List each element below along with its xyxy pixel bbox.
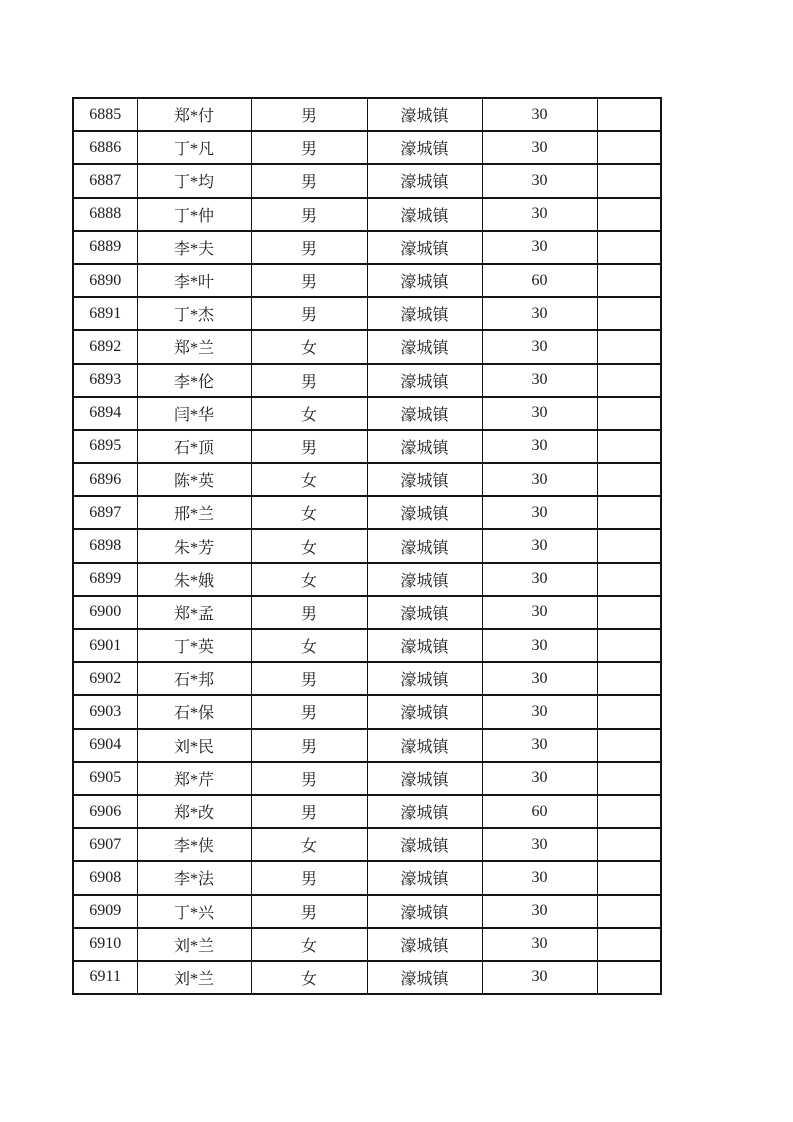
cell-note: [597, 297, 661, 330]
cell-amount: 30: [482, 895, 597, 928]
table-row: [73, 330, 661, 363]
cell-name: 邢*兰: [137, 496, 251, 529]
cell-name: 丁*杰: [137, 297, 251, 330]
cell-gender: 男: [251, 364, 367, 397]
cell-seq: 6889: [73, 231, 137, 264]
cell-name: 郑*芹: [137, 762, 251, 795]
cell-gender: 女: [251, 496, 367, 529]
cell-amount: 30: [482, 198, 597, 231]
cell-note: [597, 762, 661, 795]
table-row: [73, 430, 661, 463]
table-row: [73, 131, 661, 164]
cell-gender: 男: [251, 861, 367, 894]
cell-note: [597, 430, 661, 463]
cell-note: [597, 928, 661, 961]
cell-amount: 30: [482, 297, 597, 330]
table-row: [73, 563, 661, 596]
cell-note: [597, 496, 661, 529]
cell-note: [597, 231, 661, 264]
cell-amount: 30: [482, 729, 597, 762]
cell-amount: 30: [482, 695, 597, 728]
cell-gender: 女: [251, 463, 367, 496]
cell-seq: 6885: [73, 98, 137, 131]
table-row: [73, 629, 661, 662]
cell-town: 濠城镇: [367, 231, 482, 264]
cell-note: [597, 364, 661, 397]
cell-town: 濠城镇: [367, 496, 482, 529]
cell-note: [597, 629, 661, 662]
cell-note: [597, 563, 661, 596]
cell-seq: 6899: [73, 563, 137, 596]
cell-seq: 6886: [73, 131, 137, 164]
cell-name: 闫*华: [137, 397, 251, 430]
cell-gender: 女: [251, 828, 367, 861]
cell-gender: 男: [251, 297, 367, 330]
table-row: [73, 695, 661, 728]
table-row: [73, 895, 661, 928]
cell-note: [597, 131, 661, 164]
cell-amount: 60: [482, 264, 597, 297]
cell-gender: 女: [251, 397, 367, 430]
table-row: [73, 596, 661, 629]
cell-name: 丁*兴: [137, 895, 251, 928]
cell-seq: 6894: [73, 397, 137, 430]
cell-town: 濠城镇: [367, 198, 482, 231]
table-row: [73, 98, 661, 131]
cell-seq: 6903: [73, 695, 137, 728]
cell-seq: 6898: [73, 529, 137, 562]
cell-seq: 6900: [73, 596, 137, 629]
cell-name: 郑*改: [137, 795, 251, 828]
cell-note: [597, 98, 661, 131]
cell-name: 李*夫: [137, 231, 251, 264]
cell-amount: 30: [482, 529, 597, 562]
table-row: [73, 164, 661, 197]
cell-name: 郑*付: [137, 98, 251, 131]
cell-name: 丁*英: [137, 629, 251, 662]
table-row: [73, 297, 661, 330]
cell-gender: 男: [251, 662, 367, 695]
cell-gender: 女: [251, 961, 367, 994]
cell-note: [597, 463, 661, 496]
cell-name: 李*侠: [137, 828, 251, 861]
cell-amount: 60: [482, 795, 597, 828]
cell-town: 濠城镇: [367, 364, 482, 397]
cell-gender: 男: [251, 596, 367, 629]
cell-seq: 6890: [73, 264, 137, 297]
cell-gender: 男: [251, 164, 367, 197]
table-body: [73, 98, 661, 994]
cell-note: [597, 330, 661, 363]
cell-seq: 6907: [73, 828, 137, 861]
beneficiary-table: [72, 97, 662, 995]
cell-amount: 30: [482, 231, 597, 264]
cell-seq: 6895: [73, 430, 137, 463]
cell-name: 郑*兰: [137, 330, 251, 363]
cell-name: 李*法: [137, 861, 251, 894]
cell-name: 石*邦: [137, 662, 251, 695]
cell-note: [597, 961, 661, 994]
cell-town: 濠城镇: [367, 861, 482, 894]
cell-town: 濠城镇: [367, 397, 482, 430]
cell-amount: 30: [482, 364, 597, 397]
cell-gender: 男: [251, 231, 367, 264]
cell-amount: 30: [482, 496, 597, 529]
cell-gender: 男: [251, 98, 367, 131]
cell-amount: 30: [482, 629, 597, 662]
cell-name: 丁*凡: [137, 131, 251, 164]
cell-amount: 30: [482, 131, 597, 164]
cell-note: [597, 662, 661, 695]
table-row: [73, 463, 661, 496]
cell-name: 石*顶: [137, 430, 251, 463]
table-row: [73, 795, 661, 828]
cell-gender: 男: [251, 198, 367, 231]
table-row: [73, 496, 661, 529]
cell-town: 濠城镇: [367, 629, 482, 662]
cell-note: [597, 596, 661, 629]
cell-town: 濠城镇: [367, 563, 482, 596]
cell-town: 濠城镇: [367, 430, 482, 463]
cell-town: 濠城镇: [367, 164, 482, 197]
cell-seq: 6911: [73, 961, 137, 994]
cell-note: [597, 895, 661, 928]
cell-gender: 男: [251, 729, 367, 762]
cell-note: [597, 861, 661, 894]
cell-amount: 30: [482, 662, 597, 695]
cell-seq: 6908: [73, 861, 137, 894]
cell-name: 丁*均: [137, 164, 251, 197]
cell-gender: 男: [251, 430, 367, 463]
cell-town: 濠城镇: [367, 131, 482, 164]
cell-note: [597, 795, 661, 828]
table-row: [73, 364, 661, 397]
cell-name: 郑*孟: [137, 596, 251, 629]
table-row: [73, 828, 661, 861]
cell-gender: 男: [251, 795, 367, 828]
cell-name: 丁*仲: [137, 198, 251, 231]
cell-seq: 6909: [73, 895, 137, 928]
cell-gender: 男: [251, 762, 367, 795]
cell-name: 陈*英: [137, 463, 251, 496]
cell-amount: 30: [482, 98, 597, 131]
cell-amount: 30: [482, 164, 597, 197]
table-row: [73, 762, 661, 795]
cell-town: 濠城镇: [367, 98, 482, 131]
cell-seq: 6906: [73, 795, 137, 828]
cell-seq: 6887: [73, 164, 137, 197]
cell-town: 濠城镇: [367, 529, 482, 562]
cell-seq: 6901: [73, 629, 137, 662]
cell-town: 濠城镇: [367, 264, 482, 297]
cell-note: [597, 397, 661, 430]
cell-amount: 30: [482, 463, 597, 496]
cell-gender: 女: [251, 529, 367, 562]
table-row: [73, 662, 661, 695]
cell-gender: 女: [251, 928, 367, 961]
cell-seq: 6902: [73, 662, 137, 695]
cell-gender: 女: [251, 330, 367, 363]
cell-town: 濠城镇: [367, 662, 482, 695]
table-row: [73, 729, 661, 762]
table-row: [73, 861, 661, 894]
cell-seq: 6904: [73, 729, 137, 762]
cell-seq: 6893: [73, 364, 137, 397]
cell-note: [597, 729, 661, 762]
cell-note: [597, 828, 661, 861]
cell-amount: 30: [482, 928, 597, 961]
cell-amount: 30: [482, 828, 597, 861]
cell-town: 濠城镇: [367, 928, 482, 961]
cell-seq: 6892: [73, 330, 137, 363]
cell-town: 濠城镇: [367, 762, 482, 795]
cell-town: 濠城镇: [367, 463, 482, 496]
cell-name: 朱*芳: [137, 529, 251, 562]
cell-gender: 女: [251, 629, 367, 662]
cell-note: [597, 164, 661, 197]
cell-town: 濠城镇: [367, 795, 482, 828]
cell-town: 濠城镇: [367, 729, 482, 762]
cell-amount: 30: [482, 762, 597, 795]
cell-gender: 男: [251, 131, 367, 164]
cell-town: 濠城镇: [367, 297, 482, 330]
cell-town: 濠城镇: [367, 695, 482, 728]
cell-amount: 30: [482, 330, 597, 363]
cell-name: 李*叶: [137, 264, 251, 297]
cell-town: 濠城镇: [367, 828, 482, 861]
cell-amount: 30: [482, 430, 597, 463]
cell-name: 石*保: [137, 695, 251, 728]
table-row: [73, 529, 661, 562]
cell-name: 李*伦: [137, 364, 251, 397]
table-row: [73, 928, 661, 961]
cell-town: 濠城镇: [367, 330, 482, 363]
table-row: [73, 231, 661, 264]
table-row: [73, 961, 661, 994]
table-row: [73, 397, 661, 430]
cell-note: [597, 264, 661, 297]
cell-name: 刘*兰: [137, 928, 251, 961]
cell-name: 刘*兰: [137, 961, 251, 994]
cell-name: 朱*娥: [137, 563, 251, 596]
cell-amount: 30: [482, 861, 597, 894]
cell-seq: 6888: [73, 198, 137, 231]
cell-note: [597, 198, 661, 231]
cell-gender: 男: [251, 895, 367, 928]
cell-seq: 6910: [73, 928, 137, 961]
table-row: [73, 264, 661, 297]
cell-name: 刘*民: [137, 729, 251, 762]
cell-seq: 6896: [73, 463, 137, 496]
cell-gender: 男: [251, 695, 367, 728]
cell-seq: 6905: [73, 762, 137, 795]
cell-gender: 女: [251, 563, 367, 596]
cell-amount: 30: [482, 596, 597, 629]
cell-note: [597, 529, 661, 562]
cell-amount: 30: [482, 961, 597, 994]
cell-amount: 30: [482, 397, 597, 430]
cell-seq: 6897: [73, 496, 137, 529]
cell-town: 濠城镇: [367, 895, 482, 928]
cell-gender: 男: [251, 264, 367, 297]
cell-note: [597, 695, 661, 728]
table-row: [73, 198, 661, 231]
cell-town: 濠城镇: [367, 961, 482, 994]
cell-town: 濠城镇: [367, 596, 482, 629]
cell-seq: 6891: [73, 297, 137, 330]
cell-amount: 30: [482, 563, 597, 596]
